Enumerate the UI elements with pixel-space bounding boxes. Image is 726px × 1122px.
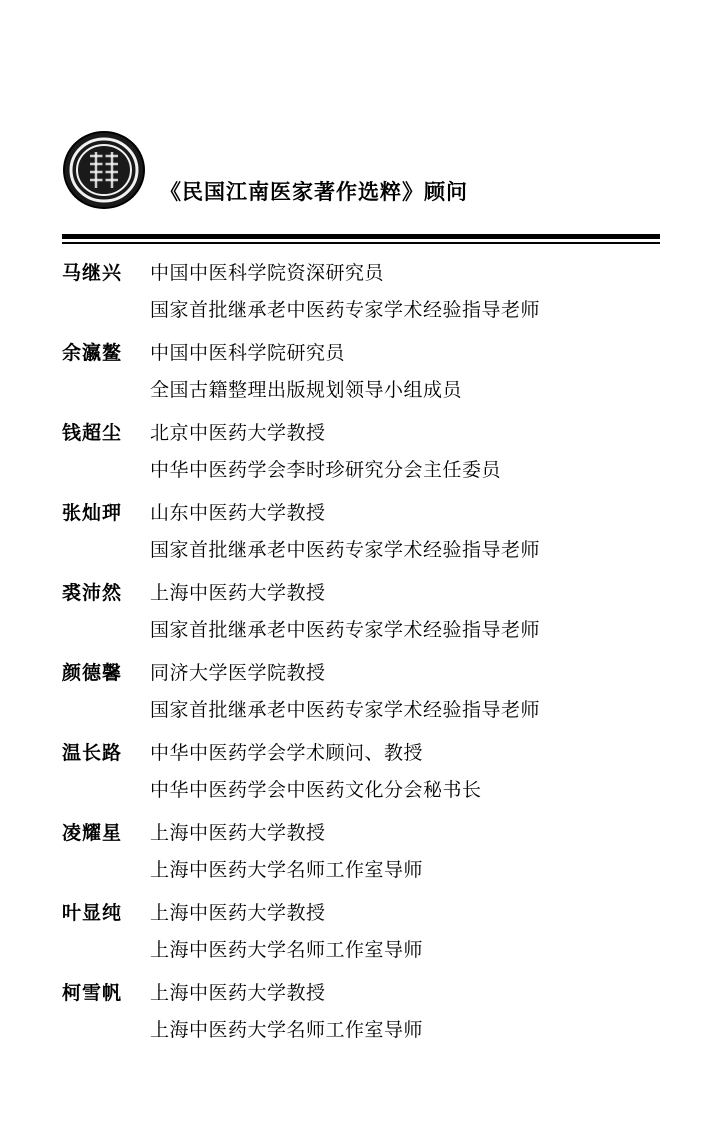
advisor-primary-row (62, 818, 662, 855)
round-seal-stamp-icon (60, 128, 148, 212)
advisor-title: 山东中医药大学教授 (150, 502, 326, 524)
advisor-title: 中华中医药学会学术顾问、教授 (150, 742, 424, 764)
list-item (62, 418, 662, 492)
advisor-primary-row (62, 338, 662, 375)
list-item (62, 898, 662, 972)
advisor-name: 温长路 (62, 742, 123, 764)
list-item (62, 818, 662, 892)
advisor-primary-row (62, 578, 662, 615)
advisor-subtitle: 上海中医药大学名师工作室导师 (150, 859, 424, 881)
advisor-subtitle: 全国古籍整理出版规划领导小组成员 (150, 379, 463, 401)
advisor-title: 中国中医科学院资深研究员 (150, 262, 385, 284)
advisor-primary-row (62, 898, 662, 935)
advisor-name: 颜德馨 (62, 662, 123, 684)
divider-thick (62, 234, 660, 239)
advisor-list (62, 258, 662, 1058)
advisor-name: 凌耀星 (62, 822, 123, 844)
page-title: 《民国江南医家著作选粹》顾问 (160, 180, 468, 204)
advisor-title: 上海中医药大学教授 (150, 982, 326, 1004)
advisor-title: 上海中医药大学教授 (150, 582, 326, 604)
advisor-name: 马继兴 (62, 262, 123, 284)
advisor-name: 张灿玾 (62, 502, 123, 524)
advisor-name: 余瀛鳌 (62, 342, 123, 364)
advisor-primary-row (62, 258, 662, 295)
advisor-subtitle: 国家首批继承老中医药专家学术经验指导老师 (150, 699, 541, 721)
advisor-title: 上海中医药大学教授 (150, 902, 326, 924)
list-item (62, 258, 662, 332)
advisor-primary-row (62, 658, 662, 695)
advisor-name: 叶显纯 (62, 902, 123, 924)
list-item (62, 338, 662, 412)
advisor-name: 钱超尘 (62, 422, 123, 444)
list-item (62, 578, 662, 652)
divider-thin (62, 242, 660, 244)
advisor-subtitle: 中华中医药学会中医药文化分会秘书长 (150, 779, 482, 801)
advisor-subtitle: 中华中医药学会李时珍研究分会主任委员 (150, 459, 502, 481)
list-item (62, 658, 662, 732)
advisor-title: 中国中医科学院研究员 (150, 342, 346, 364)
advisor-primary-row (62, 978, 662, 1015)
advisor-primary-row (62, 738, 662, 775)
advisor-primary-row (62, 498, 662, 535)
list-item (62, 498, 662, 572)
advisor-primary-row (62, 418, 662, 455)
advisor-subtitle: 上海中医药大学名师工作室导师 (150, 1019, 424, 1041)
page-header (60, 128, 670, 224)
advisor-title: 上海中医药大学教授 (150, 822, 326, 844)
list-item (62, 978, 662, 1052)
advisor-name: 柯雪帆 (62, 982, 123, 1004)
advisor-subtitle: 国家首批继承老中医药专家学术经验指导老师 (150, 619, 541, 641)
list-item (62, 738, 662, 812)
advisor-title: 同济大学医学院教授 (150, 662, 326, 684)
advisor-subtitle: 国家首批继承老中医药专家学术经验指导老师 (150, 299, 541, 321)
advisor-subtitle: 国家首批继承老中医药专家学术经验指导老师 (150, 539, 541, 561)
advisor-name: 裘沛然 (62, 582, 123, 604)
advisor-subtitle: 上海中医药大学名师工作室导师 (150, 939, 424, 961)
advisor-title: 北京中医药大学教授 (150, 422, 326, 444)
